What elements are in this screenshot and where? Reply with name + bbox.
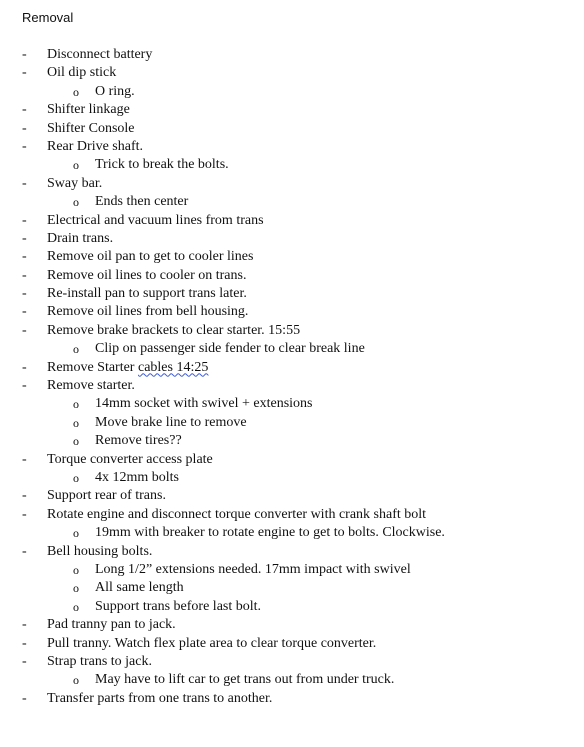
list-item bbox=[0, 359, 584, 377]
item-text-main: Drain trans. bbox=[47, 230, 114, 246]
item-text-main: Ends then center bbox=[95, 194, 189, 210]
list-item bbox=[0, 175, 584, 193]
list-item bbox=[0, 267, 584, 285]
circle-bullet: o bbox=[73, 599, 79, 614]
list-item bbox=[0, 120, 584, 138]
list-item bbox=[0, 506, 584, 524]
dash-bullet: - bbox=[22, 249, 27, 265]
item-text-main: Pull tranny. Watch flex plate area to clear torque converter. bbox=[47, 635, 377, 651]
sub-list-item bbox=[0, 598, 584, 616]
dash-bullet: - bbox=[22, 120, 27, 136]
item-text bbox=[95, 414, 247, 432]
item-text-main: Pad tranny pan to jack. bbox=[47, 617, 176, 633]
item-text bbox=[47, 506, 426, 524]
dash-bullet: - bbox=[22, 175, 27, 191]
dash-bullet: - bbox=[22, 47, 27, 62]
circle-bullet: o bbox=[73, 195, 79, 210]
sub-list-item bbox=[0, 83, 584, 101]
item-text bbox=[95, 156, 229, 174]
item-text bbox=[47, 175, 102, 193]
item-text-main: Bell housing bolts. bbox=[47, 543, 153, 559]
list-item bbox=[0, 230, 584, 248]
item-text bbox=[47, 138, 143, 156]
list-item bbox=[0, 451, 584, 469]
list-item bbox=[0, 285, 584, 303]
item-text bbox=[47, 487, 166, 505]
item-text bbox=[47, 267, 246, 285]
list-item bbox=[0, 616, 584, 634]
dash-bullet: - bbox=[22, 617, 27, 633]
item-text bbox=[47, 64, 116, 82]
list-item bbox=[0, 64, 584, 82]
dash-bullet: - bbox=[22, 322, 27, 338]
dash-bullet: - bbox=[22, 286, 27, 302]
item-text-main: Torque converter access plate bbox=[47, 451, 213, 467]
sub-list-item bbox=[0, 414, 584, 432]
dash-bullet: - bbox=[22, 304, 27, 320]
circle-bullet: o bbox=[73, 158, 79, 173]
dash-bullet: - bbox=[22, 267, 27, 283]
list-item bbox=[0, 322, 584, 340]
item-text bbox=[95, 579, 184, 597]
item-text bbox=[47, 212, 264, 230]
circle-bullet: o bbox=[73, 562, 79, 577]
item-text bbox=[47, 120, 135, 138]
item-text-main: All same length bbox=[95, 580, 184, 596]
dash-bullet: - bbox=[22, 488, 27, 504]
dash-bullet: - bbox=[22, 653, 27, 669]
dash-bullet: - bbox=[22, 543, 27, 559]
item-text-main: Remove starter. bbox=[47, 378, 135, 394]
list-item bbox=[0, 635, 584, 653]
sub-list-item bbox=[0, 432, 584, 450]
sub-list-item bbox=[0, 579, 584, 597]
list-item bbox=[0, 138, 584, 156]
list-item bbox=[0, 487, 584, 505]
item-text-main: Remove brake brackets to clear starter. 15:55 bbox=[47, 322, 301, 338]
item-text bbox=[47, 248, 253, 266]
item-text-main: Rotate engine and disconnect torque converter with crank shaft bolt bbox=[47, 506, 427, 522]
sub-list-item bbox=[0, 395, 584, 413]
list-item bbox=[0, 543, 584, 561]
item-text bbox=[95, 193, 188, 211]
item-text-main: Rear Drive shaft. bbox=[47, 138, 144, 154]
item-text bbox=[47, 101, 130, 119]
circle-bullet: o bbox=[73, 673, 79, 688]
sub-list-item bbox=[0, 671, 584, 689]
item-text-main: Strap trans to jack. bbox=[47, 653, 152, 669]
item-text-main: Shifter linkage bbox=[47, 102, 130, 118]
list-item bbox=[0, 212, 584, 230]
item-text-main: Remove Starter bbox=[47, 359, 138, 375]
dash-bullet: - bbox=[22, 451, 27, 467]
item-text bbox=[47, 359, 208, 377]
item-text-main: Support rear of trans. bbox=[47, 488, 166, 504]
dash-bullet: - bbox=[22, 65, 27, 81]
item-text-main: Shifter Console bbox=[47, 120, 135, 136]
circle-bullet: o bbox=[73, 581, 79, 596]
dash-bullet: - bbox=[22, 230, 27, 246]
item-text bbox=[95, 432, 182, 450]
item-text-main: Move brake line to remove bbox=[95, 414, 247, 430]
item-text bbox=[47, 46, 152, 64]
item-text-main: Disconnect battery bbox=[47, 47, 153, 62]
item-text bbox=[47, 690, 272, 708]
item-text-main: Support trans before last bolt. bbox=[95, 598, 262, 614]
item-text-main: 4x 12mm bolts bbox=[95, 469, 180, 485]
item-text-main: 14mm socket with swivel + extensions bbox=[95, 396, 313, 412]
item-text-main: Remove tires?? bbox=[95, 433, 182, 449]
spellcheck-underlined-text: cables 14:25 bbox=[137, 359, 209, 375]
circle-bullet: o bbox=[73, 84, 79, 99]
item-text bbox=[47, 303, 248, 321]
item-text-main: Electrical and vacuum lines from trans bbox=[47, 212, 264, 228]
item-text bbox=[47, 285, 247, 303]
dash-bullet: - bbox=[22, 212, 27, 228]
item-text-main: Trick to break the bolts. bbox=[95, 157, 229, 173]
dash-bullet: - bbox=[22, 378, 27, 394]
list-item bbox=[0, 46, 584, 64]
item-text bbox=[47, 653, 152, 671]
item-text bbox=[47, 377, 135, 395]
circle-bullet: o bbox=[73, 526, 79, 541]
item-text-main: May have to lift car to get trans out from under truck. bbox=[95, 672, 395, 688]
dash-bullet: - bbox=[22, 359, 27, 375]
item-text-main: Remove oil pan to get to cooler lines bbox=[47, 249, 254, 265]
item-text-main: Sway bar. bbox=[47, 175, 103, 191]
sub-list-item bbox=[0, 340, 584, 358]
item-text-main: Re-install pan to support trans later. bbox=[47, 286, 247, 302]
item-text bbox=[47, 616, 176, 634]
dash-bullet: - bbox=[22, 635, 27, 651]
circle-bullet: o bbox=[73, 397, 79, 412]
sub-list-item bbox=[0, 156, 584, 174]
list-item bbox=[0, 248, 584, 266]
dash-bullet: - bbox=[22, 506, 27, 522]
sub-list-item bbox=[0, 469, 584, 487]
sub-list-item bbox=[0, 193, 584, 211]
item-text bbox=[95, 598, 261, 616]
item-text bbox=[95, 524, 445, 542]
section-heading: Removal bbox=[22, 10, 74, 25]
list-item bbox=[0, 690, 584, 708]
circle-bullet: o bbox=[73, 434, 79, 449]
item-text-main: Remove oil lines from bell housing. bbox=[47, 304, 249, 320]
dash-bullet: - bbox=[22, 690, 27, 706]
item-text bbox=[95, 561, 411, 579]
list-item bbox=[0, 303, 584, 321]
circle-bullet: o bbox=[73, 415, 79, 430]
removal-steps-list bbox=[0, 46, 584, 708]
item-text bbox=[47, 451, 213, 469]
list-item bbox=[0, 653, 584, 671]
circle-bullet: o bbox=[73, 470, 79, 485]
list-item bbox=[0, 377, 584, 395]
item-text-main: Oil dip stick bbox=[47, 65, 117, 81]
item-text bbox=[95, 671, 394, 689]
item-text bbox=[95, 340, 365, 358]
dash-bullet: - bbox=[22, 102, 27, 118]
item-text bbox=[47, 230, 113, 248]
item-text-main: Clip on passenger side fender to clear break line bbox=[95, 341, 365, 357]
item-text bbox=[95, 395, 313, 413]
item-text-main: Transfer parts from one trans to another. bbox=[47, 690, 273, 706]
item-text bbox=[95, 469, 179, 487]
item-text-main: Remove oil lines to cooler on trans. bbox=[47, 267, 247, 283]
item-text-main: 19mm with breaker to rotate engine to get to bolts. Clockwise. bbox=[95, 525, 445, 541]
sub-list-item bbox=[0, 561, 584, 579]
item-text bbox=[95, 83, 135, 101]
item-text-main: Long 1/2” extensions needed. 17mm impact with swivel bbox=[95, 561, 411, 577]
item-text bbox=[47, 322, 300, 340]
item-text bbox=[47, 543, 152, 561]
item-text bbox=[47, 635, 376, 653]
list-item bbox=[0, 101, 584, 119]
circle-bullet: o bbox=[73, 342, 79, 357]
sub-list-item bbox=[0, 524, 584, 542]
dash-bullet: - bbox=[22, 138, 27, 154]
item-text-main: O ring. bbox=[95, 83, 135, 99]
